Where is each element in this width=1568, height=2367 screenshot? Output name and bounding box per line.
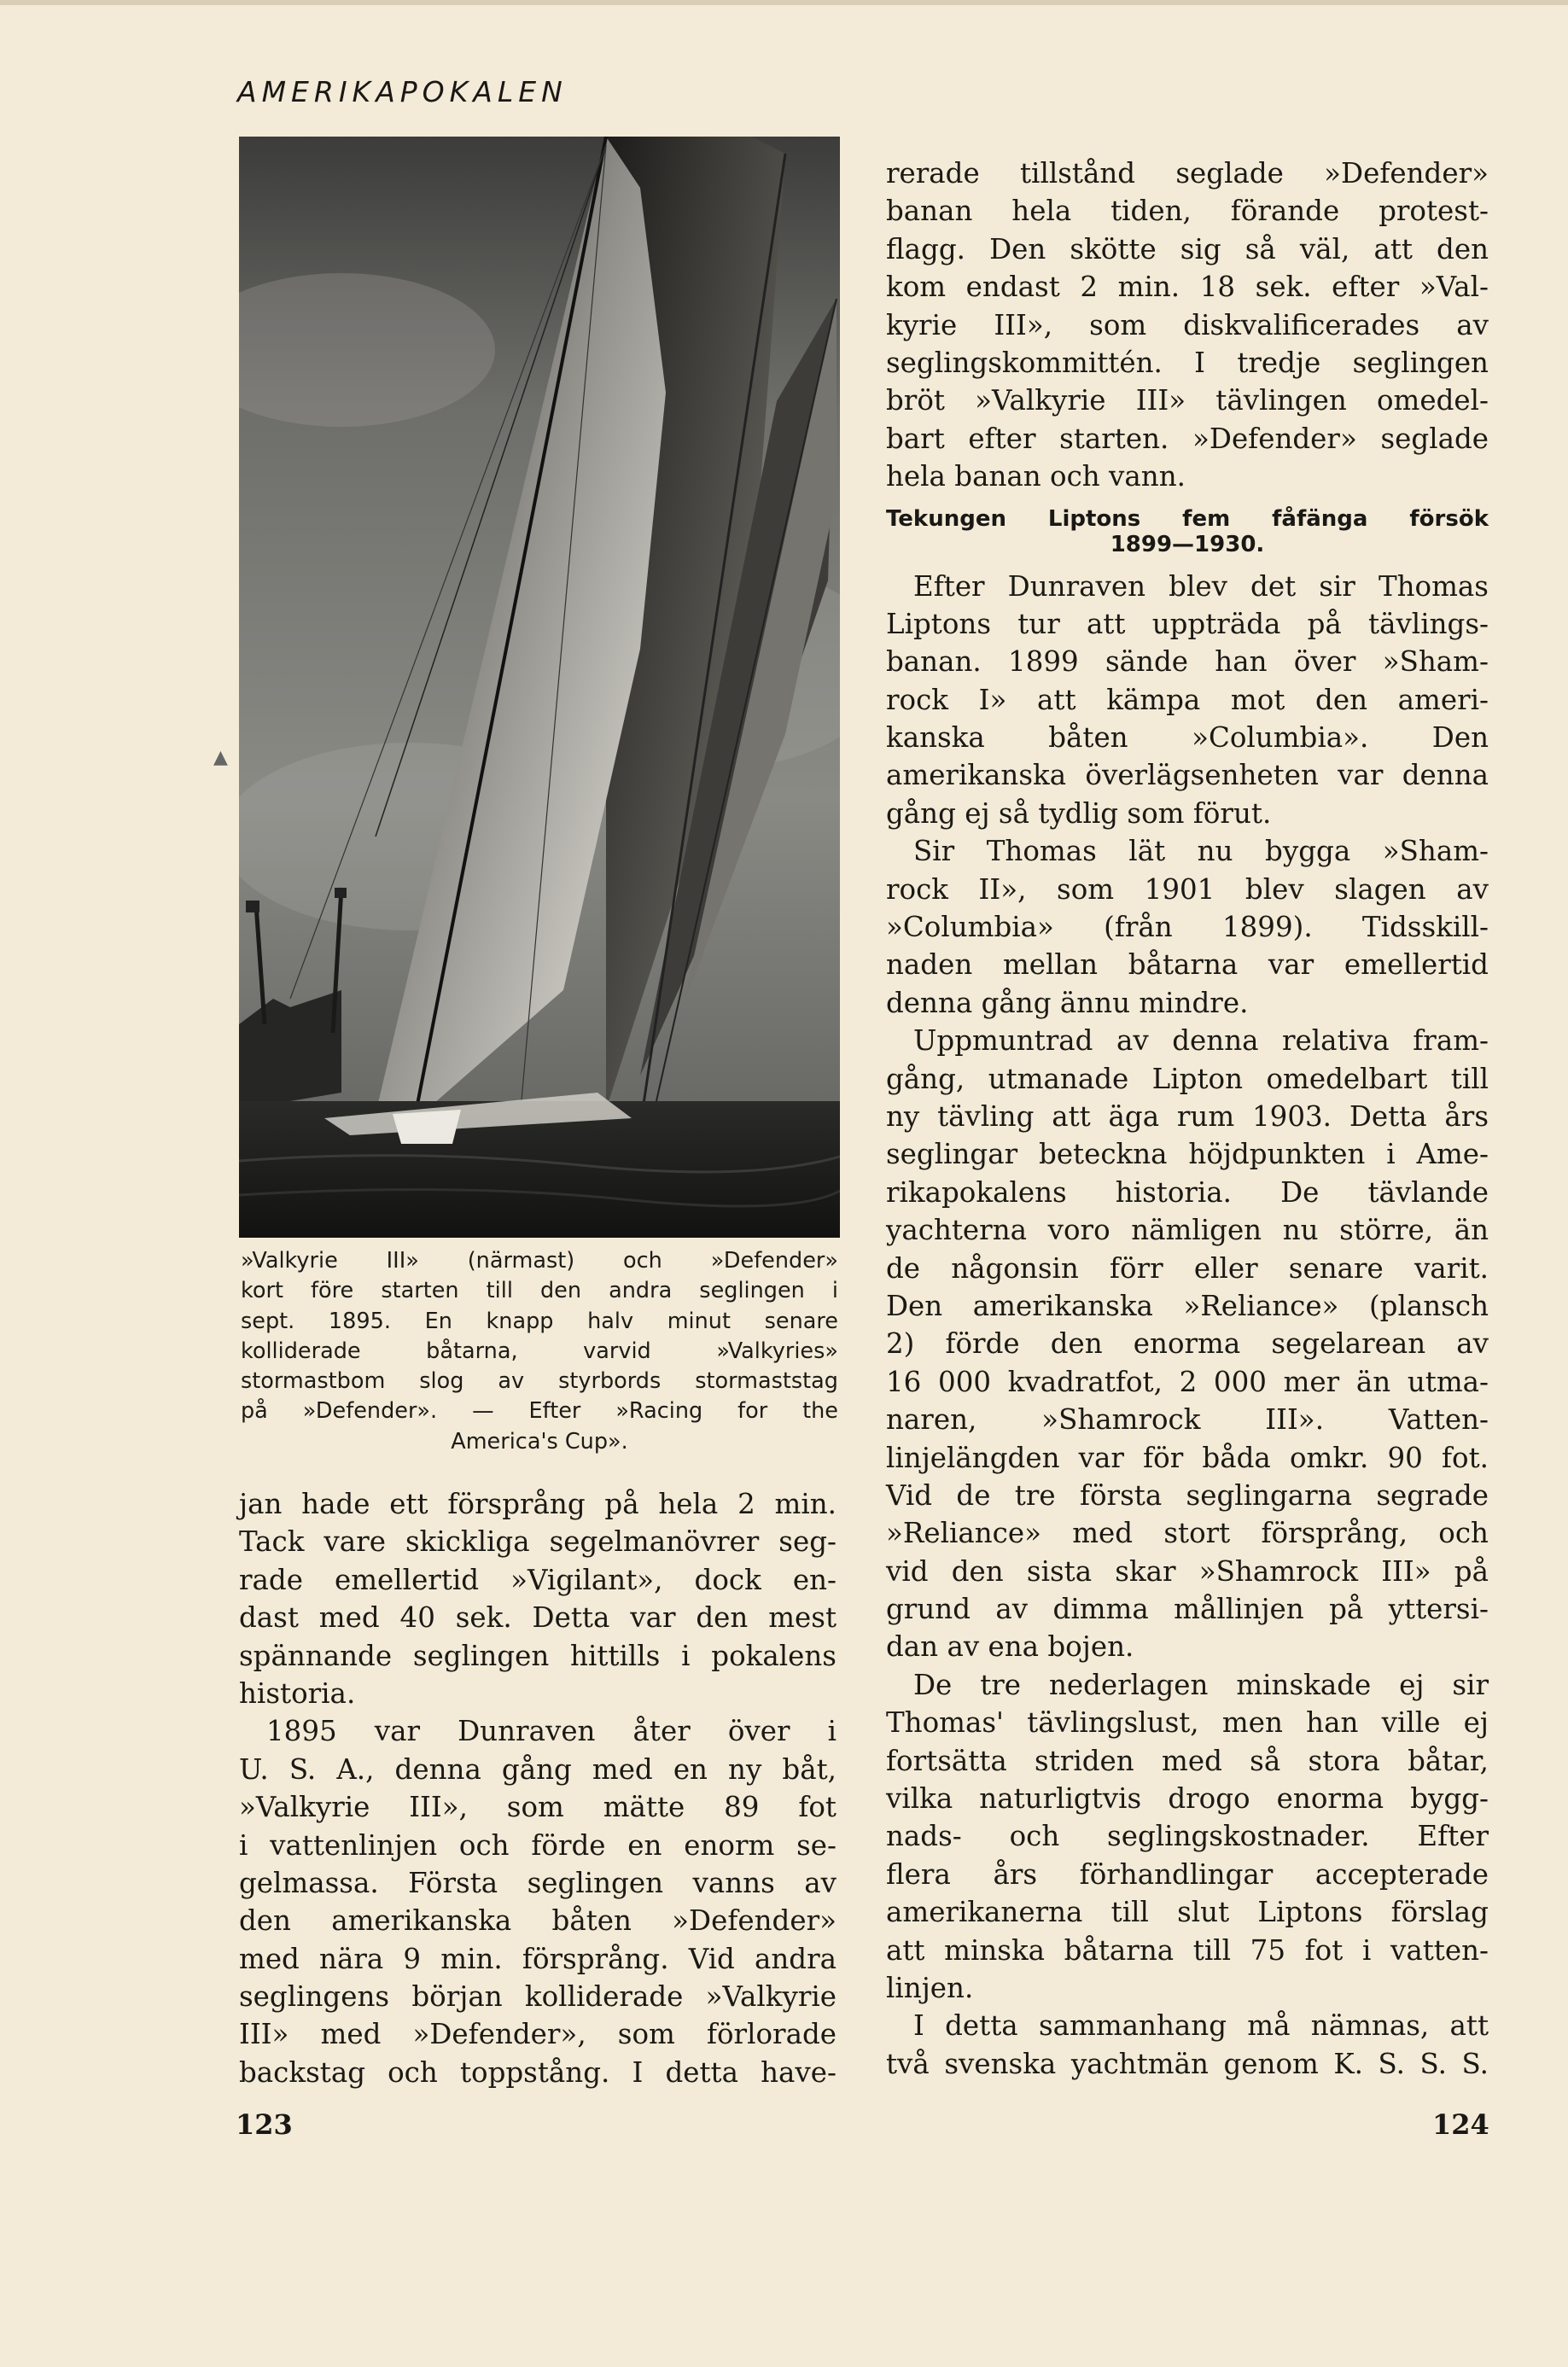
text-line: vilka naturligtvis drogo enorma bygg- <box>886 1782 1489 1816</box>
text-line: Liptons tur att uppträda på tävlings- <box>886 607 1489 640</box>
text-line: grund av dimma mållinjen på yttersi- <box>886 1593 1489 1626</box>
text-line: Efter Dunraven blev det sir Thomas <box>913 569 1489 603</box>
photo-illustration <box>239 137 840 1238</box>
text-line: Uppmuntrad av denna relativa fram- <box>913 1024 1489 1058</box>
text-line: Sir Thomas lät nu bygga »Sham- <box>913 835 1489 868</box>
text-line: amerikanerna till slut Liptons förslag <box>886 1896 1489 1929</box>
caption-line: på »Defender». — Efter »Racing for the <box>241 1398 838 1425</box>
caption-line: kolliderade båtarna, varvid »Valkyries» <box>241 1338 838 1364</box>
text-line: med nära 9 min. försprång. Vid andra <box>239 1942 836 1975</box>
text-line: bröt »Valkyrie III» tävlingen omedel- <box>886 384 1489 417</box>
text-line: banan hela tiden, förande protest- <box>886 195 1489 228</box>
text-line: naren, »Shamrock III». Vatten- <box>886 1403 1489 1437</box>
text-line: backstag och toppstång. I detta have- <box>239 2055 836 2089</box>
text-line: rock I» att kämpa mot den ameri- <box>886 683 1489 716</box>
text-line: »Columbia» (från 1899). Tidsskill- <box>886 911 1489 944</box>
text-line: rikapokalens historia. De tävlande <box>886 1175 1489 1209</box>
text-line: att minska båtarna till 75 fot i vatten- <box>886 1933 1489 1967</box>
subheading-title: Tekungen Liptons fem fåfänga försök <box>886 505 1489 532</box>
text-line: Vid de tre första seglingarna segrade <box>886 1478 1489 1512</box>
section-subheading <box>886 506 1489 557</box>
text-line: denna gång ännu mindre. <box>886 986 1249 1019</box>
text-line: yachterna voro nämligen nu större, än <box>886 1214 1489 1247</box>
text-line: historia. <box>239 1676 356 1710</box>
text-line: rade emellertid »Vigilant», dock en- <box>239 1563 836 1596</box>
text-line: naden mellan båtarna var emellertid <box>886 948 1489 982</box>
text-line: seglingskommittén. I tredje seglingen <box>886 346 1489 379</box>
text-line: kom endast 2 min. 18 sek. efter »Val- <box>886 271 1489 304</box>
text-line: linjelängden var för båda omkr. 90 fot. <box>886 1441 1489 1474</box>
text-line: jan hade ett försprång på hela 2 min. <box>239 1488 836 1520</box>
text-line: »Reliance» med stort försprång, och <box>886 1517 1489 1550</box>
text-line: vid den sista skar »Shamrock III» på <box>886 1554 1489 1588</box>
text-line: spännande seglingen hittills i pokalens <box>239 1639 836 1672</box>
text-line: Tack vare skickliga segelmanövrer seg- <box>239 1525 836 1559</box>
text-line: två svenska yachtmän genom K. S. S. S. <box>886 2047 1489 2080</box>
subheading-years: 1899—1930. <box>1110 531 1265 557</box>
caption-line: America's Cup». <box>451 1428 628 1455</box>
text-line: seglingens början kolliderade »Valkyrie <box>239 1980 836 2014</box>
text-line: seglingar beteckna höjdpunkten i Ame- <box>886 1138 1489 1171</box>
text-line: dan av ena bojen. <box>886 1630 1134 1664</box>
text-line: gång ej så tydlig som förut. <box>886 796 1272 830</box>
text-line: bart efter starten. »Defender» seglade <box>886 422 1489 455</box>
text-line: nads- och seglingskostnader. Efter <box>886 1820 1489 1853</box>
text-line: hela banan och vann. <box>886 460 1186 493</box>
text-line: Thomas' tävlingslust, men han ville ej <box>886 1706 1489 1740</box>
sailing-yachts-photo <box>239 137 840 1238</box>
text-line: amerikanska överlägsenheten var denna <box>886 759 1489 792</box>
right-column <box>886 154 1489 2083</box>
page-edge <box>0 0 1568 5</box>
caption-line: kort före starten till den andra seglingen i <box>241 1278 838 1304</box>
text-line: Den amerikanska »Reliance» (plansch <box>886 1289 1489 1322</box>
text-line: III» med »Defender», som förlorade <box>239 2018 836 2051</box>
text-line: De tre nederlagen minskade ej sir <box>913 1668 1489 1701</box>
text-line: i vattenlinjen och förde en enorm se- <box>239 1828 836 1862</box>
text-line: I detta sammanhang må nämnas, att <box>913 2009 1489 2043</box>
text-line: rock II», som 1901 blev slagen av <box>886 872 1489 906</box>
text-line: flera års förhandlingar accepterade <box>886 1857 1489 1891</box>
page-number-left: 123 <box>236 2108 293 2141</box>
text-line: fortsätta striden med så stora båtar, <box>886 1744 1489 1777</box>
figure-caption <box>241 1246 838 1457</box>
text-line: dast med 40 sek. Detta var den mest <box>239 1601 836 1635</box>
text-line: kyrie III», som diskvalificerades av <box>886 308 1489 341</box>
text-line: 1895 var Dunraven åter över i <box>266 1715 836 1748</box>
text-line: kanska båten »Columbia». Den <box>886 721 1489 755</box>
text-line: 2) förde den enorma segelarean av <box>886 1327 1489 1361</box>
caption-line: »Valkyrie III» (närmast) och »Defender» <box>241 1248 838 1274</box>
text-line: gelmassa. Första seglingen vanns av <box>239 1866 836 1899</box>
text-line: de någonsin förr eller senare varit. <box>886 1251 1489 1285</box>
running-head: AMERIKAPOKALEN <box>237 75 568 108</box>
caption-line: sept. 1895. En knapp halv minut senare <box>241 1308 838 1334</box>
text-line: gång, utmanade Lipton omedelbart till <box>886 1062 1489 1095</box>
text-line: den amerikanska båten »Defender» <box>239 1904 836 1938</box>
page-number-right: 124 <box>1432 2108 1489 2141</box>
text-line: rerade tillstånd seglade »Defender» <box>886 157 1489 189</box>
text-line: »Valkyrie III», som mätte 89 fot <box>239 1791 836 1824</box>
left-column <box>239 1485 836 2091</box>
text-line: flagg. Den skötte sig så väl, att den <box>886 232 1489 265</box>
margin-mark: ▲ <box>213 747 228 768</box>
text-line: ny tävling att äga rum 1903. Detta års <box>886 1099 1489 1133</box>
caption-line: stormastbom slog av styrbords stormaststag <box>241 1368 838 1395</box>
text-line: banan. 1899 sände han över »Sham- <box>886 645 1489 679</box>
text-line: 16 000 kvadratfot, 2 000 mer än utma- <box>886 1365 1489 1398</box>
text-line: linjen. <box>886 1971 974 2004</box>
text-line: U. S. A., denna gång med en ny båt, <box>239 1752 836 1786</box>
